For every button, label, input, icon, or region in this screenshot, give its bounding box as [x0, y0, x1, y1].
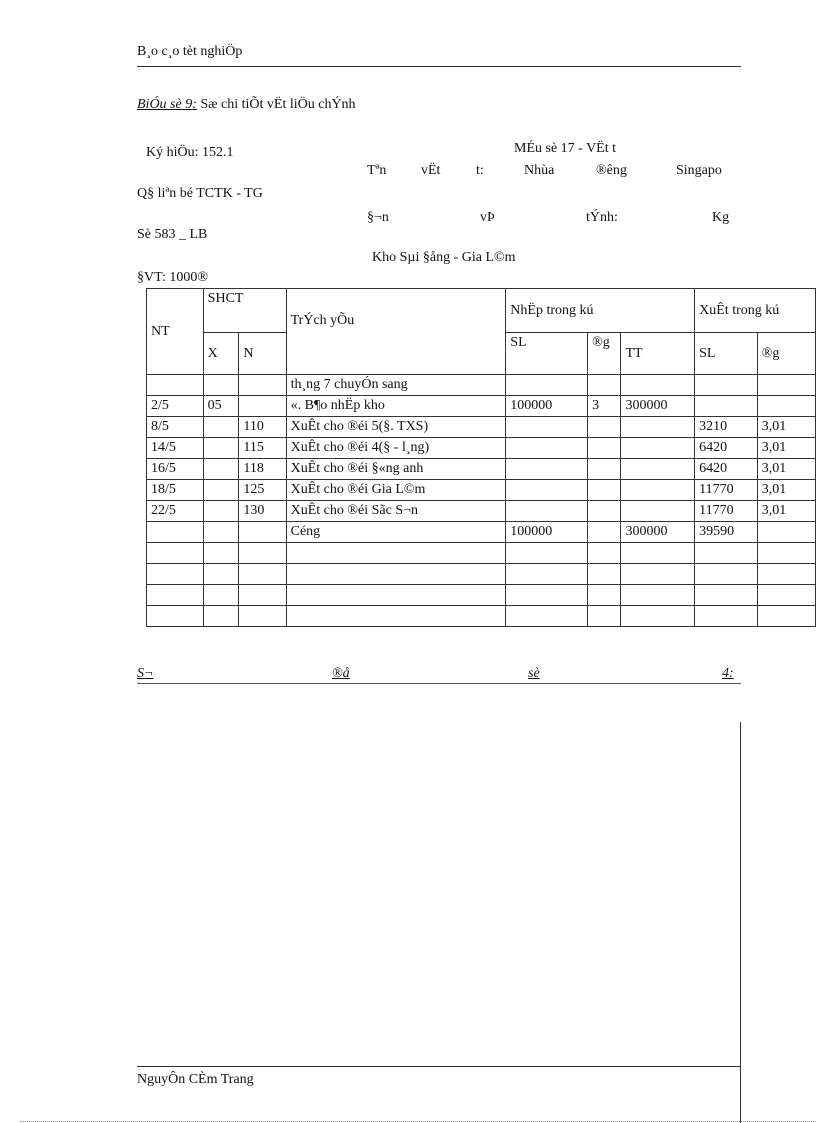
cell-sl	[506, 438, 588, 459]
name-word-6: Singapo	[676, 163, 722, 178]
cell-sl	[506, 459, 588, 480]
header-tt: TT	[621, 333, 695, 375]
header-nhap: NhËp trong kú	[506, 289, 695, 333]
table-row	[147, 417, 816, 438]
cell-nt	[147, 585, 204, 606]
cell-tt	[621, 480, 695, 501]
cell-n	[239, 606, 286, 627]
cell-nt	[147, 606, 204, 627]
cell-tt	[621, 606, 695, 627]
ledger-word-1: S¬	[137, 666, 154, 681]
name-word-4: Nhùa	[524, 163, 555, 178]
table-row	[147, 480, 816, 501]
form-label: BiÓu sè 9:	[137, 97, 197, 112]
cell-nt: 22/5	[147, 501, 204, 522]
cell-sl: 100000	[506, 396, 588, 417]
template-text: MÉu sè 17 - VËt t	[514, 141, 617, 156]
cell-x	[203, 564, 239, 585]
cell-tt: 300000	[621, 396, 695, 417]
cell-dg	[588, 459, 621, 480]
cell-sl-out: 39590	[695, 522, 758, 543]
cell-sl: 100000	[506, 522, 588, 543]
margin-rule	[740, 722, 741, 1123]
cell-dg-out	[757, 396, 815, 417]
cell-dg	[588, 375, 621, 396]
cell-x	[203, 522, 239, 543]
cell-nt	[147, 543, 204, 564]
cell-sl-out	[695, 396, 758, 417]
cell-tt: 300000	[621, 522, 695, 543]
cell-sl-out	[695, 585, 758, 606]
cell-dg	[588, 417, 621, 438]
cell-dg	[588, 522, 621, 543]
cell-sl	[506, 480, 588, 501]
cell-dg-out: 3,01	[757, 459, 815, 480]
cell-dg: 3	[588, 396, 621, 417]
cell-nt: 8/5	[147, 417, 204, 438]
cell-n: 118	[239, 459, 286, 480]
cell-tt	[621, 585, 695, 606]
cell-dg	[588, 606, 621, 627]
cell-n	[239, 375, 286, 396]
cell-sl-out	[695, 606, 758, 627]
cell-n	[239, 543, 286, 564]
cell-desc: th¸ng 7 chuyÓn sang	[286, 375, 506, 396]
table-row-empty	[147, 543, 816, 564]
cell-dg	[588, 564, 621, 585]
header-trich-yeu: TrÝch yÕu	[286, 289, 506, 375]
form-title: Sæ chi tiÕt vËt liÖu chÝnh	[200, 97, 356, 112]
decision-text: Q§ liªn bé TCTK - TG	[137, 186, 263, 201]
uom-word-1: §¬n	[367, 210, 389, 225]
header-n: N	[239, 333, 286, 375]
cell-x	[203, 606, 239, 627]
cell-x	[203, 375, 239, 396]
cell-sl-out	[695, 543, 758, 564]
name-word-5: ®êng	[596, 163, 627, 178]
cell-dg	[588, 480, 621, 501]
cell-sl	[506, 375, 588, 396]
cell-desc: Céng	[286, 522, 506, 543]
cell-dg-out: 3,01	[757, 438, 815, 459]
header-shct: SHCT	[203, 289, 286, 333]
cell-x	[203, 459, 239, 480]
header-nt: NT	[147, 289, 204, 375]
number-text: Sè 583 _ LB	[137, 227, 208, 242]
warehouse-text: Kho Sµi §ång - Gia L©m	[372, 250, 516, 265]
cell-tt	[621, 438, 695, 459]
cell-desc: XuÊt cho ®éi Gia L©m	[286, 480, 506, 501]
cell-nt	[147, 375, 204, 396]
cell-dg	[588, 501, 621, 522]
uom-word-2: vÞ	[480, 210, 495, 225]
cell-desc: XuÊt cho ®éi 4(§ - l¸ng)	[286, 438, 506, 459]
cell-tt	[621, 543, 695, 564]
cell-sl-out: 6420	[695, 459, 758, 480]
cell-x	[203, 438, 239, 459]
symbol-text: Ký hiÖu: 152.1	[146, 145, 234, 160]
uom-word-4: Kg	[712, 210, 730, 225]
cell-dg-out	[757, 564, 815, 585]
cell-dg-out: 3,01	[757, 417, 815, 438]
cell-n	[239, 396, 286, 417]
header-dg: ®g	[588, 333, 621, 375]
header-x: X	[203, 333, 239, 375]
header-sl: SL	[506, 333, 588, 375]
table-row-empty	[147, 606, 816, 627]
cell-desc: XuÊt cho ®éi §«ng anh	[286, 459, 506, 480]
cell-dg-out	[757, 606, 815, 627]
cell-tt	[621, 564, 695, 585]
cell-dg-out	[757, 522, 815, 543]
cell-n	[239, 522, 286, 543]
report-title: B¸o c¸o tèt nghiÖp	[137, 44, 243, 59]
cell-desc	[286, 585, 506, 606]
cell-desc: XuÊt cho ®éi 5(§. TXS)	[286, 417, 506, 438]
cell-x: 05	[203, 396, 239, 417]
cell-desc: XuÊt cho ®éi Sãc S¬n	[286, 501, 506, 522]
author-name: NguyÔn CÈm Trang	[137, 1072, 254, 1087]
header-rule	[137, 66, 741, 67]
unit-text: §VT: 1000®	[137, 270, 208, 285]
cell-dg-out	[757, 543, 815, 564]
uom-word-3: tÝnh:	[586, 210, 618, 225]
cell-n	[239, 564, 286, 585]
cell-desc	[286, 543, 506, 564]
cell-sl-out: 11770	[695, 480, 758, 501]
table-row	[147, 459, 816, 480]
table-row	[147, 375, 816, 396]
cell-dg	[588, 438, 621, 459]
form-heading	[137, 97, 356, 113]
cell-tt	[621, 375, 695, 396]
ledger-rule	[137, 683, 741, 684]
ledger-table	[146, 288, 816, 627]
cell-desc	[286, 564, 506, 585]
cell-dg	[588, 543, 621, 564]
cell-sl-out: 3210	[695, 417, 758, 438]
cell-sl-out: 11770	[695, 501, 758, 522]
cell-sl	[506, 606, 588, 627]
cell-sl-out: 6420	[695, 438, 758, 459]
cell-x	[203, 501, 239, 522]
cell-sl	[506, 543, 588, 564]
table-row	[147, 438, 816, 459]
table-row	[147, 396, 816, 417]
cell-x	[203, 480, 239, 501]
cell-sl	[506, 417, 588, 438]
cell-x	[203, 417, 239, 438]
cell-nt	[147, 564, 204, 585]
header-xuat: XuÊt trong kú	[695, 289, 816, 333]
cell-dg-out: 3,01	[757, 480, 815, 501]
ledger-word-3: sè	[528, 666, 540, 681]
cell-dg-out	[757, 585, 815, 606]
table-row-total	[147, 522, 816, 543]
cell-desc	[286, 606, 506, 627]
cell-n: 125	[239, 480, 286, 501]
cell-nt: 14/5	[147, 438, 204, 459]
cell-nt: 16/5	[147, 459, 204, 480]
cell-n: 130	[239, 501, 286, 522]
cell-n: 110	[239, 417, 286, 438]
cell-nt: 2/5	[147, 396, 204, 417]
cell-dg-out	[757, 375, 815, 396]
table-row	[147, 501, 816, 522]
header-sl-out: SL	[695, 333, 758, 375]
header-dg-out: ®g	[757, 333, 815, 375]
cell-sl-out	[695, 564, 758, 585]
cell-sl	[506, 585, 588, 606]
cell-sl-out	[695, 375, 758, 396]
cell-n	[239, 585, 286, 606]
name-word-2: vËt	[421, 163, 441, 178]
cell-x	[203, 585, 239, 606]
footer-rule	[137, 1066, 741, 1067]
cell-x	[203, 543, 239, 564]
cell-tt	[621, 459, 695, 480]
table-row-empty	[147, 585, 816, 606]
cell-tt	[621, 501, 695, 522]
ledger-word-4: 4:	[722, 666, 734, 681]
cell-n: 115	[239, 438, 286, 459]
cell-tt	[621, 417, 695, 438]
name-word-3: t:	[476, 163, 484, 178]
cell-dg	[588, 585, 621, 606]
table-row-empty	[147, 564, 816, 585]
page-bottom-edge	[20, 1121, 816, 1122]
cell-desc: «. B¶o nhËp kho	[286, 396, 506, 417]
cell-nt: 18/5	[147, 480, 204, 501]
ledger-word-2: ®å	[332, 666, 350, 681]
cell-dg-out: 3,01	[757, 501, 815, 522]
cell-sl	[506, 564, 588, 585]
cell-sl	[506, 501, 588, 522]
name-word-1: Tªn	[367, 163, 387, 178]
cell-nt	[147, 522, 204, 543]
